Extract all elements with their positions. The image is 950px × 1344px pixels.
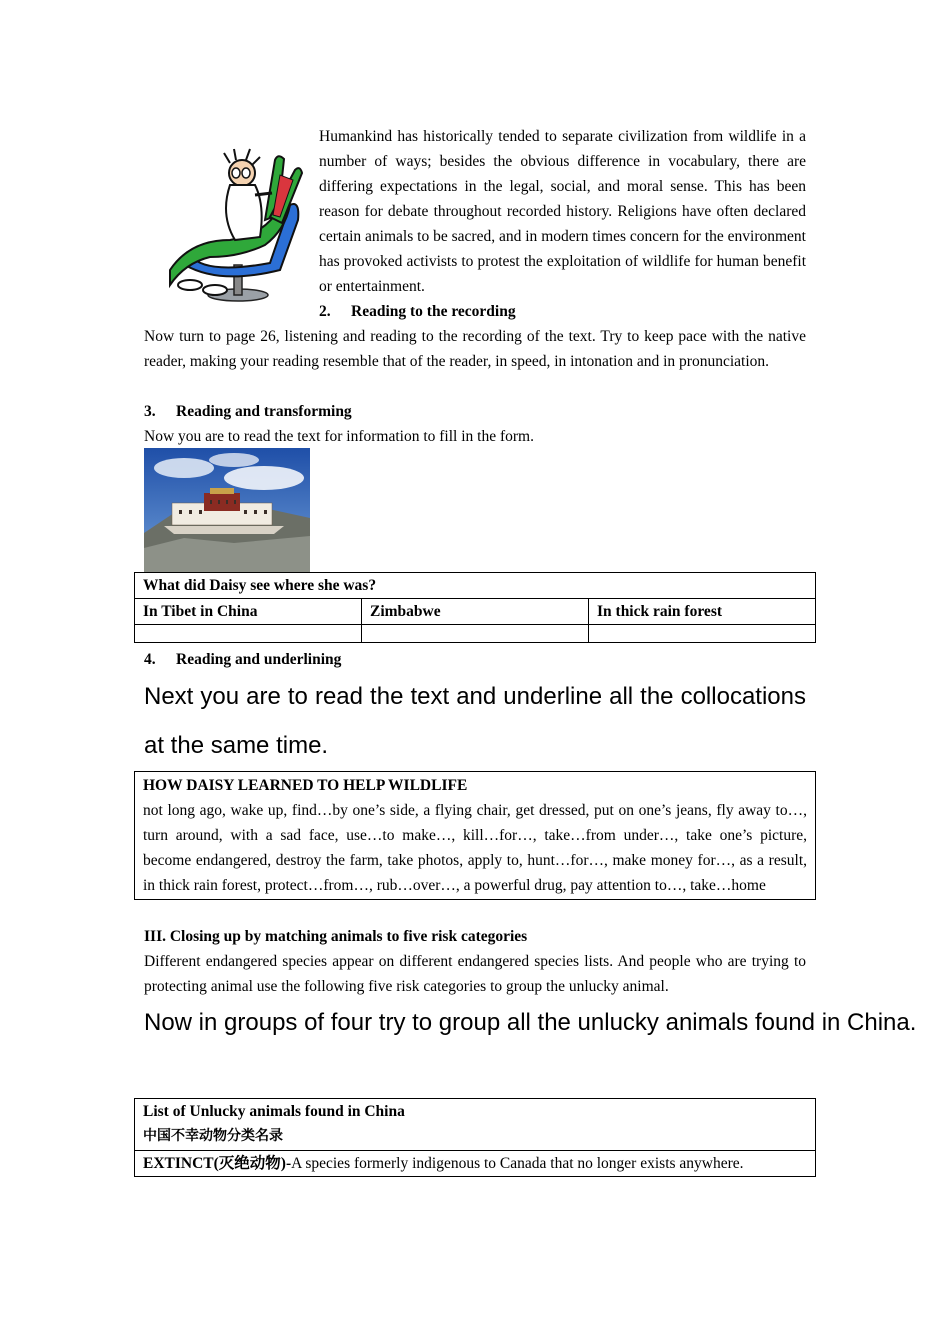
section-3-number: 3. bbox=[144, 403, 156, 420]
section-3-body: Now you are to read the text for information to fill in the form. bbox=[144, 428, 534, 445]
daisy-table bbox=[134, 572, 816, 643]
section-4-heading bbox=[144, 647, 341, 672]
daisy-cell-zimbabwe[interactable] bbox=[362, 625, 589, 643]
section-iii-title: III. Closing up by matching animals to five risk categories bbox=[144, 928, 528, 945]
section-3-title: Reading and transforming bbox=[176, 403, 352, 420]
daisy-cell-tibet[interactable] bbox=[135, 625, 362, 643]
section-4-instruction: Next you are to read the text and underline all the collocations at the same time. bbox=[144, 683, 806, 759]
daisy-col-zimbabwe: Zimbabwe bbox=[362, 599, 589, 625]
section-iii-body: Different endangered species appear on different endangered species lists. And people who are trying to protecting animal use the following five risk categories to group the unlucky animal. bbox=[144, 953, 806, 995]
section-2-body: Now turn to page 26, listening and reading to the recording of the text. Try to keep pace with the native reader, making your reading resemble that of the reader, in speed, in intonation and in pronunciation. bbox=[144, 328, 806, 370]
section-4-title: Reading and underlining bbox=[176, 651, 342, 668]
daisy-table-header: What did Daisy see where she was? bbox=[135, 573, 816, 599]
section-2-heading bbox=[319, 299, 516, 324]
unlucky-table-title-cn: 中国不幸动物分类名录 bbox=[143, 1128, 283, 1144]
section-iii-instruction: Now in groups of four try to group all the unlucky animals found in China. bbox=[144, 1009, 917, 1036]
section-2-number: 2. bbox=[319, 303, 331, 320]
unlucky-animals-table bbox=[134, 1098, 816, 1177]
cartoon-dentist-crocodile-image bbox=[160, 145, 310, 305]
extinct-label: EXTINCT(灭绝动物)- bbox=[143, 1155, 292, 1172]
potala-palace-photo bbox=[144, 448, 310, 572]
collocation-box-body: not long ago, wake up, find…by one’s side, a flying chair, get dressed, put on one’s jeans, fly away to…, turn around, with a sad face, use…to make…, kill…for…, take…from under…, take one’s picture, become endangered, destroy the farm, take photos, apply to, hunt…for…, make money for…, as a result, in thick rain forest, protect…from…, rub…over…, a powerful drug, pay attention to…, take…home bbox=[143, 802, 807, 894]
daisy-col-tibet: In Tibet in China bbox=[135, 599, 362, 625]
daisy-cell-rainforest[interactable] bbox=[589, 625, 816, 643]
extinct-definition: A species formerly indigenous to Canada that no longer exists anywhere. bbox=[291, 1155, 744, 1172]
daisy-col-rainforest: In thick rain forest bbox=[589, 599, 816, 625]
intro-paragraph: Humankind has historically tended to separate civilization from wildlife in a number of ways; besides the obvious difference in vocabulary, there are differing expectations in the legal, social, and moral sense. This has been reason for debate throughout recorded history. Religions have often declared certain animals to be sacred, and in modern times concern for the environment has provoked activists to protest the exploitation of wildlife for human benefit or entertainment. bbox=[319, 128, 806, 295]
collocation-box-title: HOW DAISY LEARNED TO HELP WILDLIFE bbox=[143, 777, 468, 794]
collocation-box bbox=[134, 771, 816, 900]
section-4-number: 4. bbox=[144, 651, 156, 668]
unlucky-table-title-en: List of Unlucky animals found in China bbox=[143, 1103, 405, 1120]
section-2-title: Reading to the recording bbox=[351, 303, 516, 320]
section-3-heading bbox=[144, 399, 352, 424]
